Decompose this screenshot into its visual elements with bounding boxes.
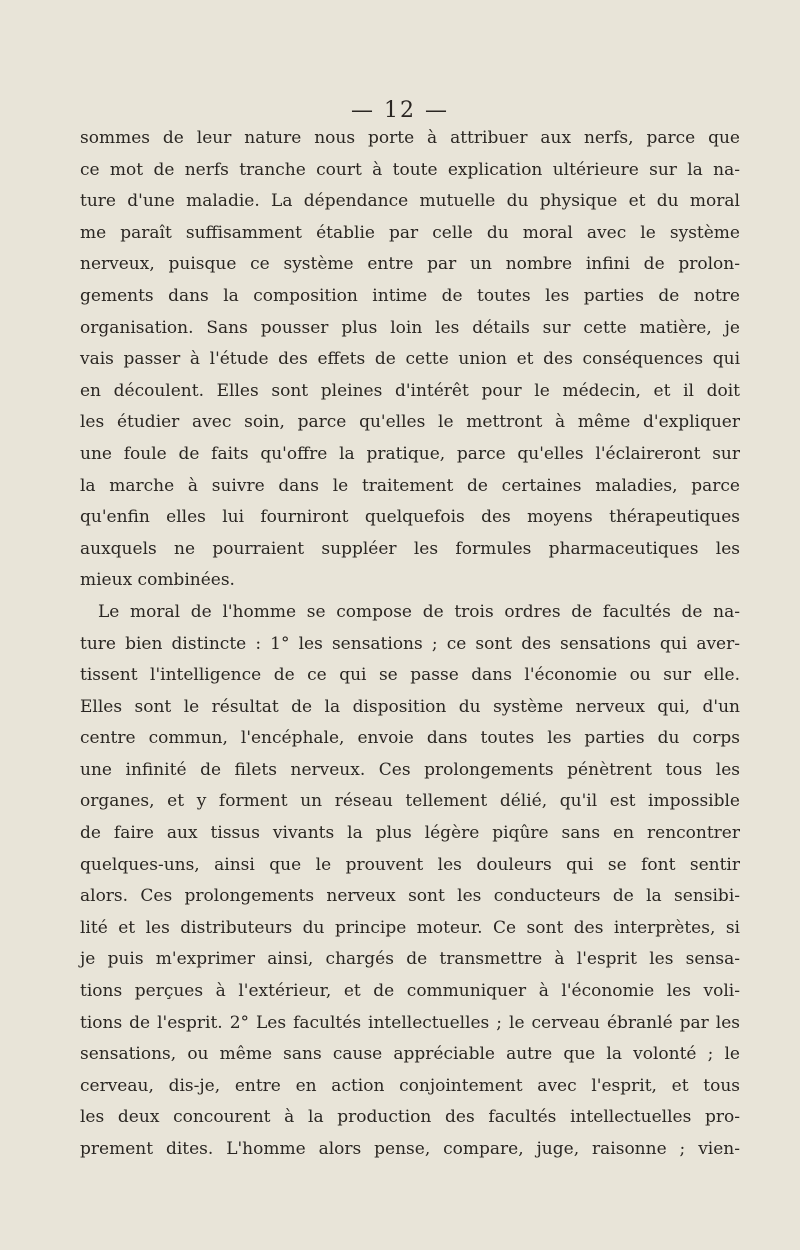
text-line: je puis m'exprimer ainsi, chargés de transmettre à l'esprit les sensa- xyxy=(80,949,740,970)
text-line: de faire aux tissus vivants la plus légère piqûre sans en rencontrer xyxy=(80,823,740,844)
text-line: ture bien distincte : 1° les sensations ; ce sont des sensations qui aver- xyxy=(80,633,740,654)
text-line: gements dans la composition intime de toutes les parties de notre xyxy=(80,285,740,306)
text-line: une infinité de filets nerveux. Ces prolongements pénètrent tous les xyxy=(80,759,740,780)
page-number: — 12 — xyxy=(351,98,449,123)
text-line: mieux combinées. xyxy=(80,570,235,591)
text-line: alors. Ces prolongements nerveux sont les conducteurs de la sensibi- xyxy=(80,886,740,907)
text-line: Elles sont le résultat de la disposition du système nerveux qui, d'un xyxy=(80,696,740,717)
text-line: Le moral de l'homme se compose de trois ordres de facultés de na- xyxy=(98,601,740,622)
text-line: me paraît suffisamment établie par celle du moral avec le système xyxy=(80,222,740,243)
text-line: tissent l'intelligence de ce qui se passe dans l'économie ou sur elle. xyxy=(80,665,740,686)
text-line: lité et les distributeurs du principe moteur. Ce sont des interprètes, si xyxy=(80,917,740,938)
text-line: sommes de leur nature nous porte à attribuer aux nerfs, parce que xyxy=(80,128,740,148)
text-line: centre commun, l'encéphale, envoie dans toutes les parties du corps xyxy=(80,728,740,749)
text-line: sensations, ou même sans cause appréciable autre que la volonté ; le xyxy=(80,1044,740,1065)
text-line: tions de l'esprit. 2° Les facultés intellectuelles ; le cerveau ébranlé par les xyxy=(80,1012,740,1033)
text-line: quelques-uns, ainsi que le prouvent les douleurs qui se font sentir xyxy=(80,854,740,875)
text-line: ce mot de nerfs tranche court à toute explication ultérieure sur la na- xyxy=(80,159,740,180)
text-line: en découlent. Elles sont pleines d'intérêt pour le médecin, et il doit xyxy=(80,380,740,401)
text-line: la marche à suivre dans le traitement de certaines maladies, parce xyxy=(80,475,740,496)
text-line: les étudier avec soin, parce qu'elles le mettront à même d'expliquer xyxy=(80,412,740,433)
body-text xyxy=(80,123,740,1166)
text-line: qu'enfin elles lui fourniront quelquefois des moyens thérapeutiques xyxy=(80,507,740,528)
paragraph xyxy=(80,597,740,1166)
text-line: organisation. Sans pousser plus loin les détails sur cette matière, je xyxy=(80,317,740,338)
text-line: vais passer à l'étude des effets de cette union et des conséquences qui xyxy=(80,349,740,370)
text-line: tions perçues à l'extérieur, et de communiquer à l'économie les voli- xyxy=(80,981,740,1002)
text-line: nerveux, puisque ce système entre par un nombre infini de prolon- xyxy=(80,254,740,275)
text-line: les deux concourent à la production des facultés intellectuelles pro- xyxy=(80,1107,740,1128)
text-line: cerveau, dis-je, entre en action conjointement avec l'esprit, et tous xyxy=(80,1075,740,1096)
text-line: auxquels ne pourraient suppléer les formules pharmaceutiques les xyxy=(80,538,740,559)
text-line: ture d'une maladie. La dépendance mutuelle du physique et du moral xyxy=(80,191,740,212)
text-line: une foule de faits qu'offre la pratique, parce qu'elles l'éclaireront sur xyxy=(80,443,740,464)
paragraph xyxy=(80,123,740,597)
text-line: organes, et y forment un réseau tellement délié, qu'il est impossible xyxy=(80,791,740,812)
text-line: prement dites. L'homme alors pense, compare, juge, raisonne ; vien- xyxy=(80,1139,740,1159)
